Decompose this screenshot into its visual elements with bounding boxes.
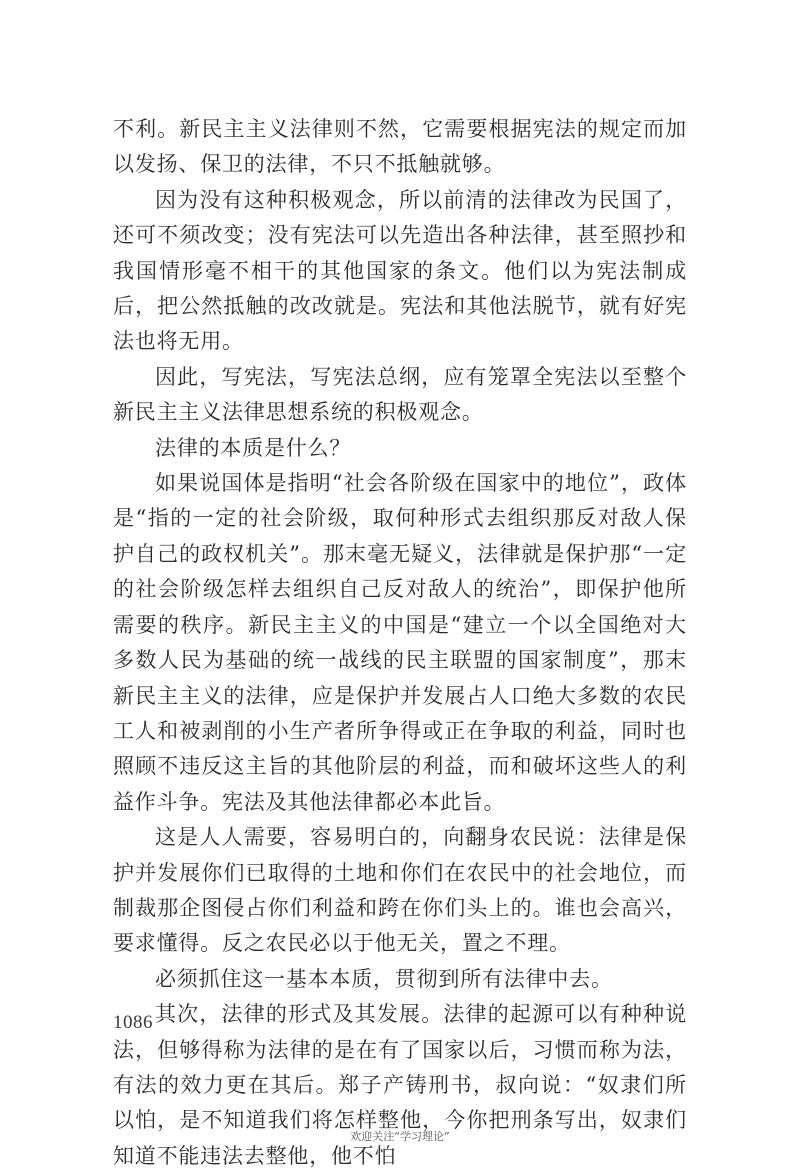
paragraph: 因此，写宪法，写宪法总纲，应有笼罩全宪法以至整个新民主主义法律思想系统的积极观念。 bbox=[113, 364, 687, 425]
paragraph: 不利。新民主主义法律则不然，它需要根据宪法的规定而加以发扬、保卫的法律，不只不抵触就够。 bbox=[113, 117, 687, 177]
paragraph: 这是人人需要，容易明白的，向翻身农民说：法律是保护并发展你们已取得的土地和你们在农民中的社会地位，而制裁那企图侵占你们利益和跨在你们头上的。谁也会高兴，要求懂得。反之农民必以于他无关，置之不理。 bbox=[113, 825, 687, 956]
paragraph: 必须抓住这一基本本质，贯彻到所有法律中去。 bbox=[155, 966, 613, 991]
page-number: 1086 bbox=[113, 1012, 153, 1033]
paragraph: 其次，法律的形式及其发展。法律的起源可以有种种说法，但够得称为法律的是在有了国家以后，习惯而称为法，有法的效力更在其后。郑子产铸刑书，叔向说：“奴隶们所以怕，是不知道我们将怎样整他，今你把刑条写出，奴隶们知道不能违法去整他，他不怕 bbox=[113, 1002, 687, 1168]
section-question: 法律的本质是什么？ bbox=[155, 435, 352, 460]
paragraph: 如果说国体是指明“社会各阶级在国家中的地位”，政体是“指的一定的社会阶级，取何种形式去组织那反对敌人保护自己的政权机关”。那末毫无疑义，法律就是保护那“一定的社会阶级怎样去组织自己反对敌人的统治”，即保护他所需要的秩序。新民主主义的中国是“建立一个以全国绝对大多数人民为基础的统一战线的民主联盟的国家制度”，那末新民主主义的法律，应是保护并发展占人口绝大多数的农民工人和被剥削的小生产者所争得或正在争取的利益，同时也照顾不违反这主旨的其他阶层的利益，而和破坏这些人的利益作斗争。宪法及其他法律都必本此旨。 bbox=[113, 471, 687, 814]
footer-note: 欢迎关注“学习理论” bbox=[350, 1130, 450, 1143]
body-text bbox=[113, 112, 687, 1174]
paragraph: 因为没有这种积极观念，所以前清的法律改为民国了，还可不须改变；没有宪法可以先造出各种法律，甚至照抄和我国情形毫不相干的其他国家的条文。他们以为宪法制成后，把公然抵触的改改就是。宪法和其他法脱节，就有好宪法也将无用。 bbox=[113, 187, 687, 354]
